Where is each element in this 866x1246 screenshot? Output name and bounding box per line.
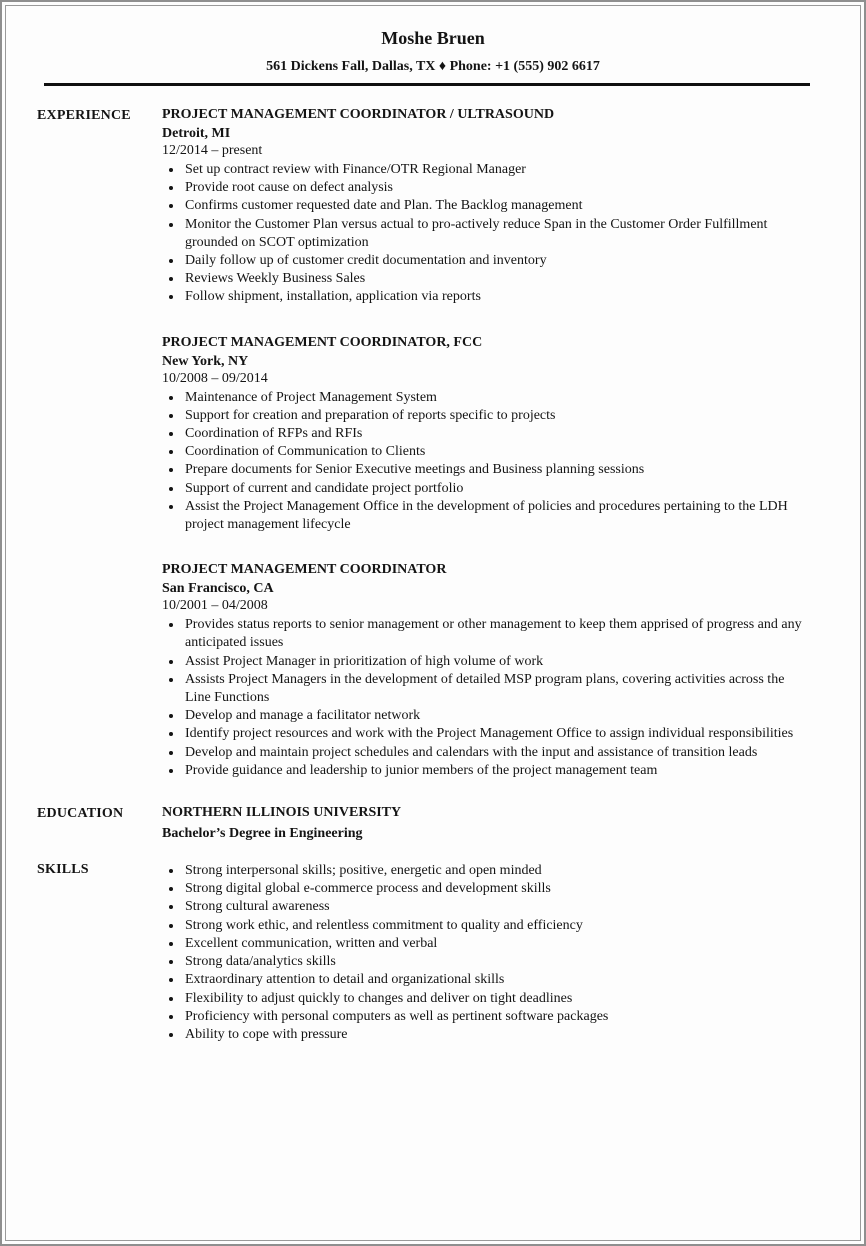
bullet-item: • Support of current and candidate project portfolio [183,480,810,498]
header-divider [44,83,810,86]
bullet-item: • Strong data/analytics skills [183,953,810,971]
bullet-item: • Strong digital global e-commerce process and development skills [183,880,810,898]
section-label-education: EDUCATION [37,806,124,822]
bullet-item: • Coordination of RFPs and RFIs [183,425,810,443]
job-location: New York, NY [162,353,249,369]
skills-section [0,860,866,1044]
bullet-item: • Provide root cause on defect analysis [183,179,810,197]
bullet-item: • Proficiency with personal computers as well as pertinent software packages [183,1008,810,1026]
job-dates: 12/2014 – present [162,143,263,158]
job-title: PROJECT MANAGEMENT COORDINATOR [162,562,447,578]
bullet-item: • Daily follow up of customer credit documentation and inventory [183,252,810,270]
bullet-item: • Assist Project Manager in prioritization of high volume of work [183,653,810,671]
bullet-item: • Assist the Project Management Office in the development of policies and procedures pertaining to the LDH project management lifecycle [183,498,810,534]
degree-name: Bachelor’s Degree in Engineering [162,826,363,842]
bullet-item: • Monitor the Customer Plan versus actual to pro-actively reduce Span in the Customer Order Fulfillment grounded on SCOT optimization [183,216,810,252]
bullet-item: • Develop and maintain project schedules and calendars with the input and assistance of transition leads [183,744,810,762]
bullet-item: • Confirms customer requested date and Plan. The Backlog management [183,197,810,215]
job-title: PROJECT MANAGEMENT COORDINATOR / ULTRASOUND [162,107,555,122]
education-content [162,804,810,843]
resume-header [0,0,866,86]
bullet-item: • Strong work ethic, and relentless commitment to quality and efficiency [183,917,810,935]
bullet-item: • Set up contract review with Finance/OTR Regional Manager [183,161,810,179]
job-dates: 10/2001 – 04/2008 [162,598,268,614]
experience-content [162,106,810,780]
bullet-item: • Excellent communication, written and verbal [183,935,810,953]
section-label-experience: EXPERIENCE [37,108,131,123]
bullet-item: • Prepare documents for Senior Executive meetings and Business planning sessions [183,461,810,479]
job-location: San Francisco, CA [162,581,274,597]
job-dates: 10/2008 – 09/2014 [162,370,268,386]
bullet-item: • Strong interpersonal skills; positive, energetic and open minded [183,862,810,880]
section-label-skills: SKILLS [37,862,89,878]
person-name: Moshe Bruen [381,28,485,48]
education-section [0,804,866,843]
bullet-item: • Provide guidance and leadership to junior members of the project management team [183,762,810,780]
bullet-item: • Identify project resources and work with the Project Management Office to assign individual responsibilities [183,725,810,743]
job-bullet-list [162,389,810,535]
skills-content [162,860,810,1044]
school-name: NORTHERN ILLINOIS UNIVERSITY [162,805,402,821]
bullet-item: • Reviews Weekly Business Sales [183,270,810,288]
contact-line: 561 Dickens Fall, Dallas, TX ♦ Phone: +1 (555) 902 6617 [266,59,600,74]
job-bullet-list [162,161,810,307]
skills-list [162,862,810,1044]
job-bullet-list [162,616,810,780]
bullet-item: • Flexibility to adjust quickly to changes and deliver on tight deadlines [183,990,810,1008]
bullet-item: • Assists Project Managers in the development of detailed MSP program plans, covering activities across the Line Functions [183,671,810,707]
bullet-item: • Strong cultural awareness [183,898,810,916]
bullet-item: • Follow shipment, installation, application via reports [183,288,810,306]
job-entry [162,106,810,307]
job-location: Detroit, MI [162,126,231,141]
job-title: PROJECT MANAGEMENT COORDINATOR, FCC [162,334,483,350]
bullet-item: • Ability to cope with pressure [183,1026,810,1044]
job-entry [162,334,810,535]
bullet-item: • Provides status reports to senior management or other management to keep them apprised of progress and any anticipated issues [183,616,810,652]
bullet-item: • Develop and manage a facilitator network [183,707,810,725]
job-entry [162,561,810,780]
bullet-item: • Support for creation and preparation of reports specific to projects [183,407,810,425]
bullet-item: • Extraordinary attention to detail and organizational skills [183,971,810,989]
bullet-item: • Maintenance of Project Management System [183,389,810,407]
experience-section [0,106,866,780]
bullet-item: • Coordination of Communication to Clients [183,443,810,461]
